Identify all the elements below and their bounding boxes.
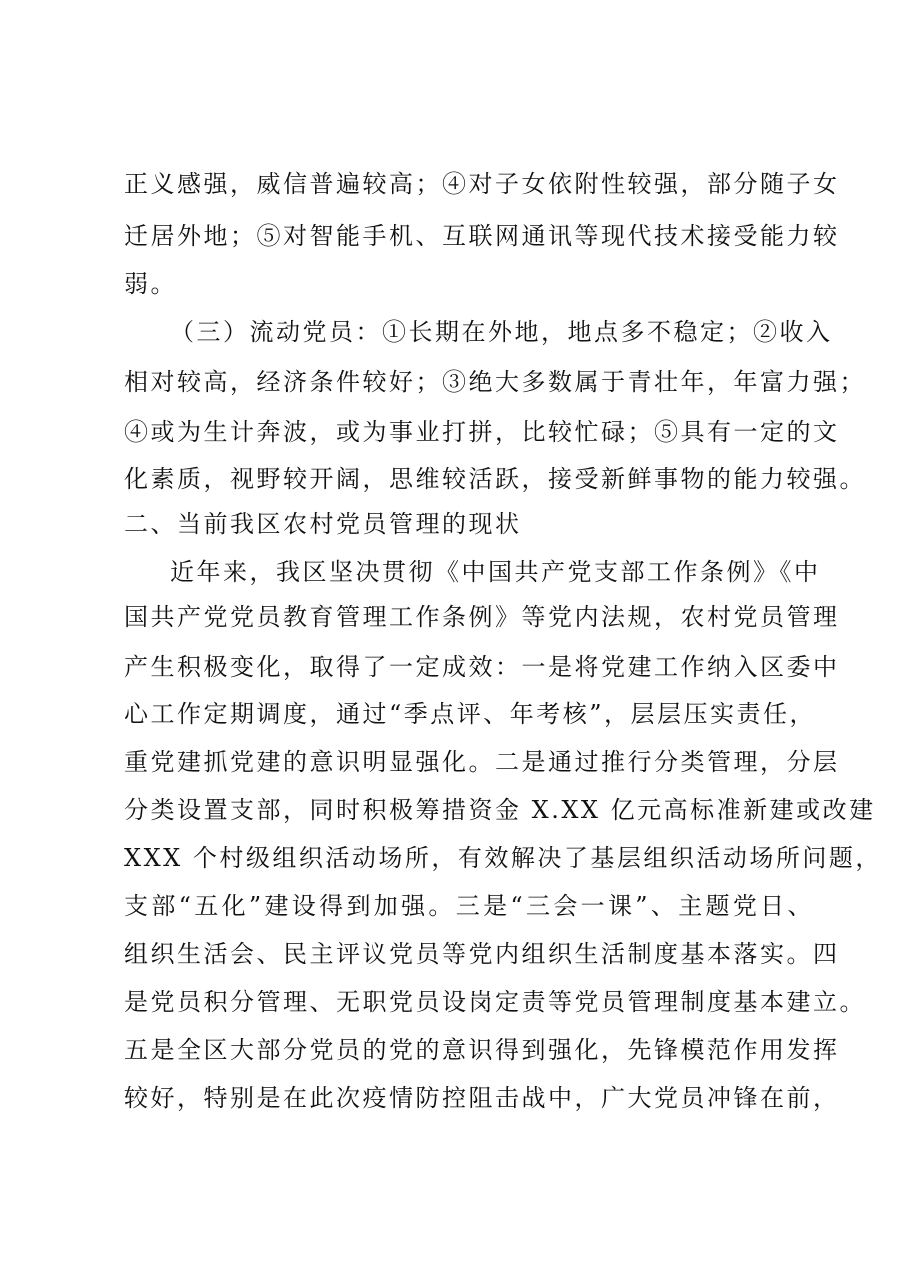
paragraph-line: 五是全区大部分党员的党的意识得到强化，先锋模范作用发挥 bbox=[124, 1036, 840, 1064]
paragraph-line: 分类设置支部，同时积极筹措资金 X.XX 亿元高标准新建或改建 bbox=[124, 796, 876, 824]
paragraph-line: 较好，特别是在此次疫情防控阻击战中，广大党员冲锋在前， bbox=[124, 1084, 840, 1112]
paragraph-line: XXX 个村级组织活动场所，有效解决了基层组织活动场所问题， bbox=[124, 844, 882, 872]
paragraph-line: 是党员积分管理、无职党员设岗定责等党员管理制度基本建立。 bbox=[124, 988, 866, 1016]
paragraph-line: 心工作定期调度，通过“季点评、年考核”，层层压实责任， bbox=[124, 700, 817, 728]
paragraph-line: 国共产党党员教育管理工作条例》等党内法规，农村党员管理 bbox=[124, 603, 840, 631]
paragraph-line: 迁居外地；⑤对智能手机、互联网通讯等现代技术接受能力较 bbox=[124, 222, 840, 250]
paragraph-line: 重党建抓党建的意识明显强化。二是通过推行分类管理，分层 bbox=[124, 748, 840, 776]
paragraph-line: 相对较高，经济条件较好；③绝大多数属于青壮年，年富力强； bbox=[124, 368, 866, 396]
section-heading-line: （三）流动党员：①长期在外地，地点多不稳定；②收入 bbox=[170, 318, 833, 346]
paragraph-line: 产生积极变化，取得了一定成效：一是将党建工作纳入区委中 bbox=[124, 653, 840, 681]
paragraph-line: 化素质，视野较开阔，思维较活跃，接受新鲜事物的能力较强。 bbox=[124, 465, 866, 493]
paragraph-line: 弱。 bbox=[124, 270, 177, 298]
section-title: 二、当前我区农村党员管理的现状 bbox=[124, 510, 522, 538]
paragraph-line: 近年来，我区坚决贯彻《中国共产党支部工作条例》《中 bbox=[170, 558, 821, 586]
paragraph-line: 支部“五化”建设得到加强。三是“三会一课”、主题党日、 bbox=[124, 892, 814, 920]
paragraph-line: 正义感强，威信普遍较高；④对子女依附性较强，部分随子女 bbox=[124, 170, 840, 198]
paragraph-line: ④或为生计奔波，或为事业打拼，比较忙碌；⑤具有一定的文 bbox=[124, 418, 840, 446]
paragraph-line: 组织生活会、民主评议党员等党内组织生活制度基本落实。四 bbox=[124, 940, 840, 968]
